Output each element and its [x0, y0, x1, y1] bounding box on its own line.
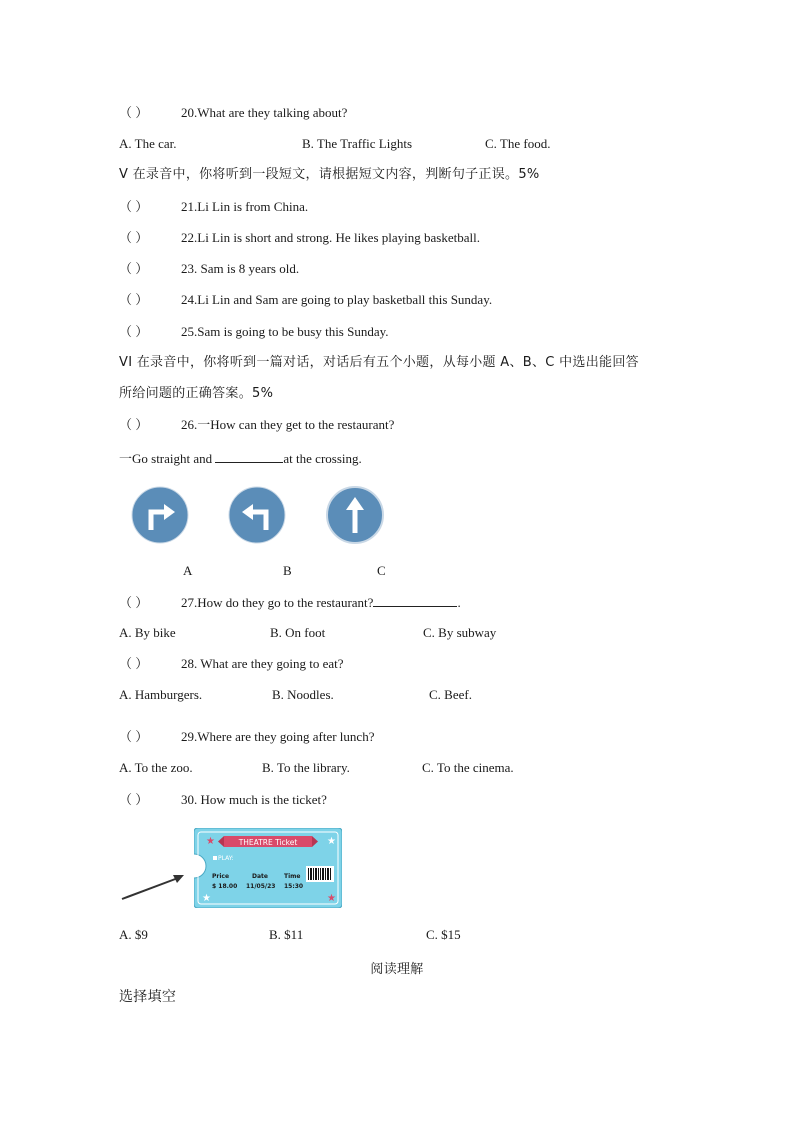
question-text: 23. Sam is 8 years old. — [181, 261, 300, 276]
fill-blank[interactable] — [373, 594, 457, 607]
straight-ahead-sign-icon — [326, 486, 384, 544]
theatre-ticket — [194, 828, 342, 908]
subsection-title: 选择填空 — [119, 989, 177, 1005]
answer-prefix: 一Go straight and — [119, 451, 216, 466]
answer-suffix: at the crossing. — [283, 451, 362, 466]
sign-label-c: C — [377, 563, 386, 578]
answer-bracket[interactable]: （ ） — [119, 105, 149, 120]
star-icon: ★ — [202, 893, 211, 904]
question-28 — [119, 656, 344, 672]
question-end: . — [457, 595, 461, 610]
option-c: C. The food. — [485, 136, 551, 151]
question-text: 27.How do they go to the restaurant? — [181, 595, 374, 610]
answer-bracket[interactable]: （ ） — [119, 261, 149, 276]
ticket-date-label: Date — [252, 873, 268, 880]
option-c: C. To the cinema. — [422, 760, 514, 775]
sign-label-b: B — [283, 563, 292, 578]
answer-bracket[interactable]: （ ） — [119, 230, 149, 245]
question-text: 25.Sam is going to be busy this Sunday. — [181, 324, 389, 339]
option-b: B. On foot — [270, 625, 326, 640]
question-text: 21.Li Lin is from China. — [181, 199, 309, 214]
question-23 — [119, 261, 299, 277]
option-c: C. By subway — [423, 625, 497, 640]
barcode-icon — [306, 866, 334, 882]
question-21 — [119, 199, 308, 215]
option-b: B. The Traffic Lights — [302, 136, 413, 151]
option-a: A. By bike — [119, 625, 176, 640]
question-27 — [119, 594, 461, 611]
section-v-heading: V 在录音中，你将听到一段短文，请根据短文内容，判断句子正误。5% — [119, 167, 540, 182]
question-text: 26.一How can they get to the restaurant? — [181, 417, 395, 432]
question-26 — [119, 417, 394, 433]
ticket-price-value: $ 18.00 — [212, 883, 238, 890]
question-22 — [119, 230, 480, 246]
answer-bracket[interactable]: （ ） — [119, 199, 149, 214]
ticket-banner-text: THEATRE Ticket — [238, 838, 298, 847]
section-vi-heading-line1: VI 在录音中，你将听到一篇对话，对话后有五个小题，从每小题 A、B、C 中选出能回答 — [119, 355, 639, 370]
turn-right-sign-icon — [131, 486, 189, 544]
ticket-play: PLAY: — [218, 855, 234, 862]
star-icon: ★ — [206, 836, 215, 847]
option-a: A. Hamburgers. — [119, 687, 203, 702]
ticket-time-label: Time — [284, 873, 301, 880]
answer-bracket[interactable]: （ ） — [119, 417, 149, 432]
question-text: 28. What are they going to eat? — [181, 656, 344, 671]
option-a: A. To the zoo. — [119, 760, 193, 775]
option-b: B. To the library. — [262, 760, 350, 775]
option-c: C. $15 — [426, 927, 461, 942]
answer-bracket[interactable]: （ ） — [119, 324, 149, 339]
option-a: A. $9 — [119, 927, 148, 942]
answer-bracket[interactable]: （ ） — [119, 595, 149, 610]
question-20 — [119, 105, 347, 121]
option-c: C. Beef. — [429, 687, 472, 702]
answer-bracket[interactable]: （ ） — [119, 792, 149, 807]
question-29 — [119, 729, 374, 745]
option-a: A. The car. — [119, 136, 177, 151]
reading-section-title: 阅读理解 — [370, 962, 424, 977]
star-icon: ★ — [327, 836, 336, 847]
question-text: 30. How much is the ticket? — [181, 792, 327, 807]
question-text: 22.Li Lin is short and strong. He likes playing basketball. — [181, 230, 480, 245]
ticket-price-label: Price — [212, 873, 230, 880]
answer-bracket[interactable]: （ ） — [119, 729, 149, 744]
ticket-time-value: 15:30 — [284, 883, 304, 890]
fill-blank[interactable] — [215, 450, 283, 463]
section-vi-heading-line2: 所给问题的正确答案。5% — [119, 386, 274, 401]
sign-label-a: A — [183, 563, 193, 578]
question-26-answer-line — [119, 450, 362, 467]
ticket-date-value: 11/05/23 — [246, 883, 276, 890]
question-25 — [119, 324, 389, 340]
question-text: 29.Where are they going after lunch? — [181, 729, 375, 744]
question-24 — [119, 292, 492, 308]
question-text: 24.Li Lin and Sam are going to play basketball this Sunday. — [181, 292, 493, 307]
answer-bracket[interactable]: （ ） — [119, 292, 149, 307]
star-icon: ★ — [327, 893, 336, 904]
option-b: B. $11 — [269, 927, 304, 942]
option-b: B. Noodles. — [272, 687, 334, 702]
answer-bracket[interactable]: （ ） — [119, 656, 149, 671]
question-30 — [119, 792, 327, 808]
turn-left-sign-icon — [228, 486, 286, 544]
question-text: 20.What are they talking about? — [181, 105, 348, 120]
pointer-arrow-icon — [120, 872, 186, 902]
